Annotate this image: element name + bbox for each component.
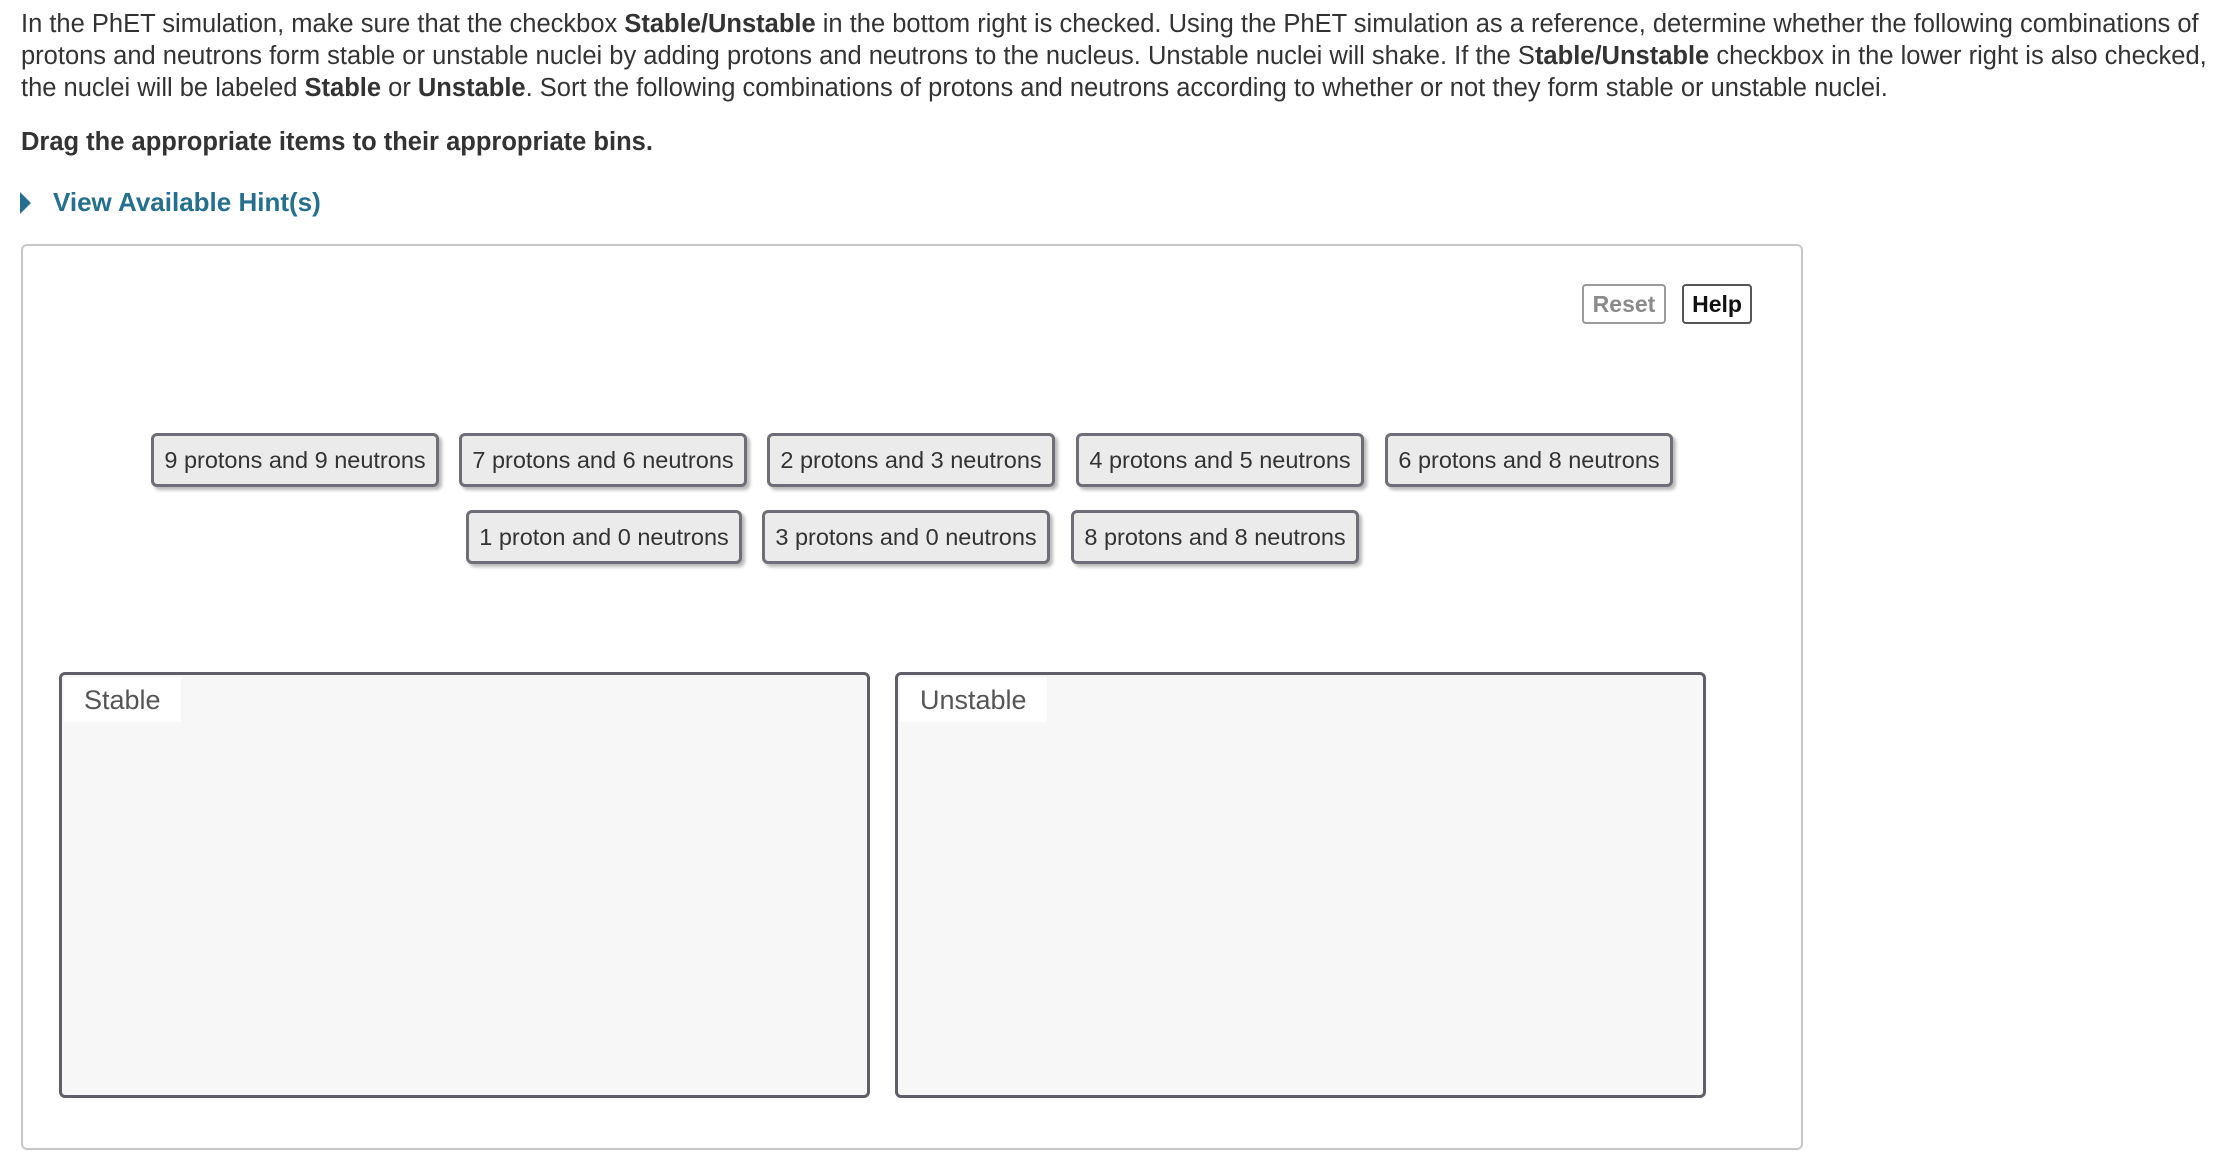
view-hints-label[interactable]: View Available Hint(s) (53, 187, 321, 217)
intro-bold: Stable (304, 74, 382, 102)
draggable-item[interactable]: 4 protons and 5 neutrons (1076, 433, 1364, 487)
draggable-item[interactable]: 1 proton and 0 neutrons (466, 510, 742, 564)
intro-bold: Stable/Unstable (624, 10, 816, 38)
view-hints-toggle[interactable] (20, 187, 321, 218)
problem-statement (21, 8, 2216, 104)
draggable-item[interactable]: 9 protons and 9 neutrons (151, 433, 439, 487)
draggable-item[interactable]: 3 protons and 0 neutrons (762, 510, 1050, 564)
intro-text: checkbox in the lower right is also checked, the nuclei will be labeled (21, 42, 2207, 102)
reset-button[interactable]: Reset (1582, 284, 1666, 324)
unstable-bin[interactable] (895, 672, 1706, 1098)
drag-drop-panel (21, 244, 1803, 1150)
draggable-item[interactable]: 6 protons and 8 neutrons (1385, 433, 1673, 487)
drag-instruction: Drag the appropriate items to their appropriate bins. (21, 128, 653, 156)
intro-text: in the bottom right is checked. Using the PhET simulation as a reference, determine whether the following combinations of protons and neutrons form stable or unstable nuclei by adding protons and neutrons to the nucleus. Unstable nuclei will shake. If the S (21, 10, 2199, 70)
help-button[interactable]: Help (1682, 284, 1752, 324)
intro-text: . Sort the following combinations of protons and neutrons according to whether or not they form stable or unstable nuclei. (525, 74, 1888, 102)
bin-label: Stable (64, 677, 181, 722)
draggable-item[interactable]: 8 protons and 8 neutrons (1071, 510, 1359, 564)
intro-bold: Unstable (417, 74, 526, 102)
draggable-item[interactable]: 7 protons and 6 neutrons (459, 433, 747, 487)
intro-text: In the PhET simulation, make sure that the checkbox (21, 10, 625, 38)
bin-label: Unstable (900, 677, 1047, 722)
stable-bin[interactable] (59, 672, 870, 1098)
intro-text: or (381, 74, 418, 102)
draggable-item[interactable]: 2 protons and 3 neutrons (767, 433, 1055, 487)
intro-bold: table/Unstable (1534, 42, 1710, 70)
caret-right-icon (20, 192, 31, 214)
